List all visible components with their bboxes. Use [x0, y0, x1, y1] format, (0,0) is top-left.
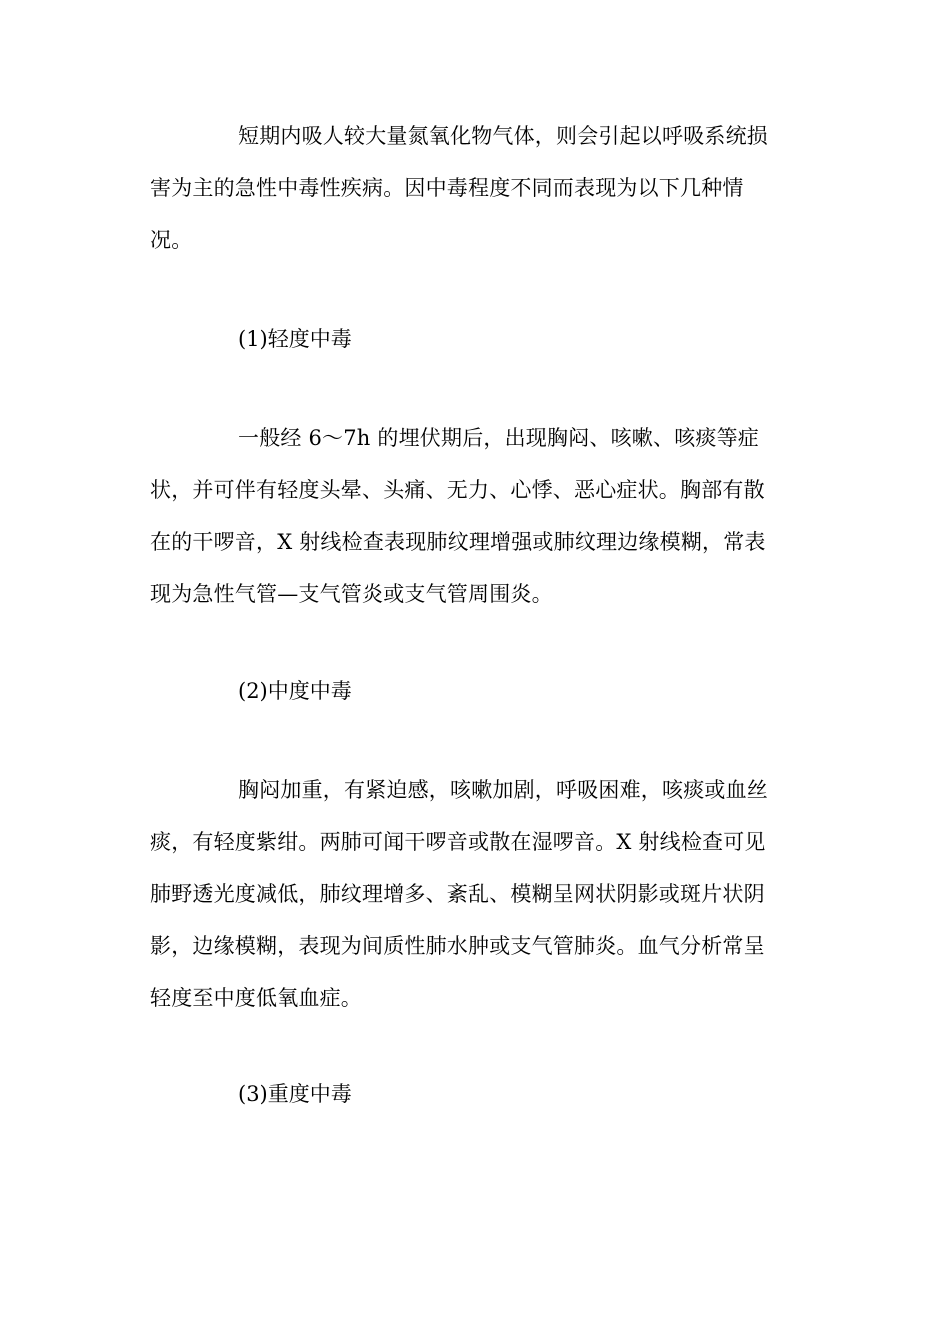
paragraph-mild	[150, 412, 802, 620]
paragraph-line: 胸闷加重，有紧迫感，咳嗽加剧，呼吸困难，咳痰或血丝	[238, 778, 768, 802]
paragraph-line: 影，边缘模糊，表现为间质性肺水肿或支气管肺炎。血气分析常呈	[150, 934, 765, 958]
section-heading-severe: (3)重度中毒	[238, 1082, 352, 1106]
paragraph-line: 状，并可伴有轻度头晕、头痛、无力、心悸、恶心症状。胸部有散	[150, 478, 765, 502]
paragraph-line: 肺野透光度减低，肺纹理增多、紊乱、模糊呈网状阴影或斑片状阴	[150, 882, 765, 906]
section-heading-moderate: (2)中度中毒	[238, 679, 352, 703]
paragraph-line: 现为急性气管—支气管炎或支气管周围炎。	[150, 582, 553, 606]
paragraph-line: 害为主的急性中毒性疾病。因中毒程度不同而表现为以下几种情	[150, 176, 744, 200]
paragraph-line: 短期内吸人较大量氮氧化物气体，则会引起以呼吸系统损	[238, 124, 768, 148]
paragraph-line: 痰，有轻度紫绀。两肺可闻干啰音或散在湿啰音。X 射线检查可见	[150, 830, 766, 854]
paragraph-line: 况。	[150, 228, 193, 252]
paragraph-line: 一般经 6～7h 的埋伏期后，出现胸闷、咳嗽、咳痰等症	[238, 426, 759, 450]
paragraph-intro	[150, 110, 802, 266]
paragraph-moderate	[150, 764, 802, 1024]
paragraph-line: 在的干啰音，X 射线检查表现肺纹理增强或肺纹理边缘模糊，常表	[150, 530, 766, 554]
paragraph-line: 轻度至中度低氧血症。	[150, 986, 362, 1010]
section-heading-mild: (1)轻度中毒	[238, 327, 352, 351]
